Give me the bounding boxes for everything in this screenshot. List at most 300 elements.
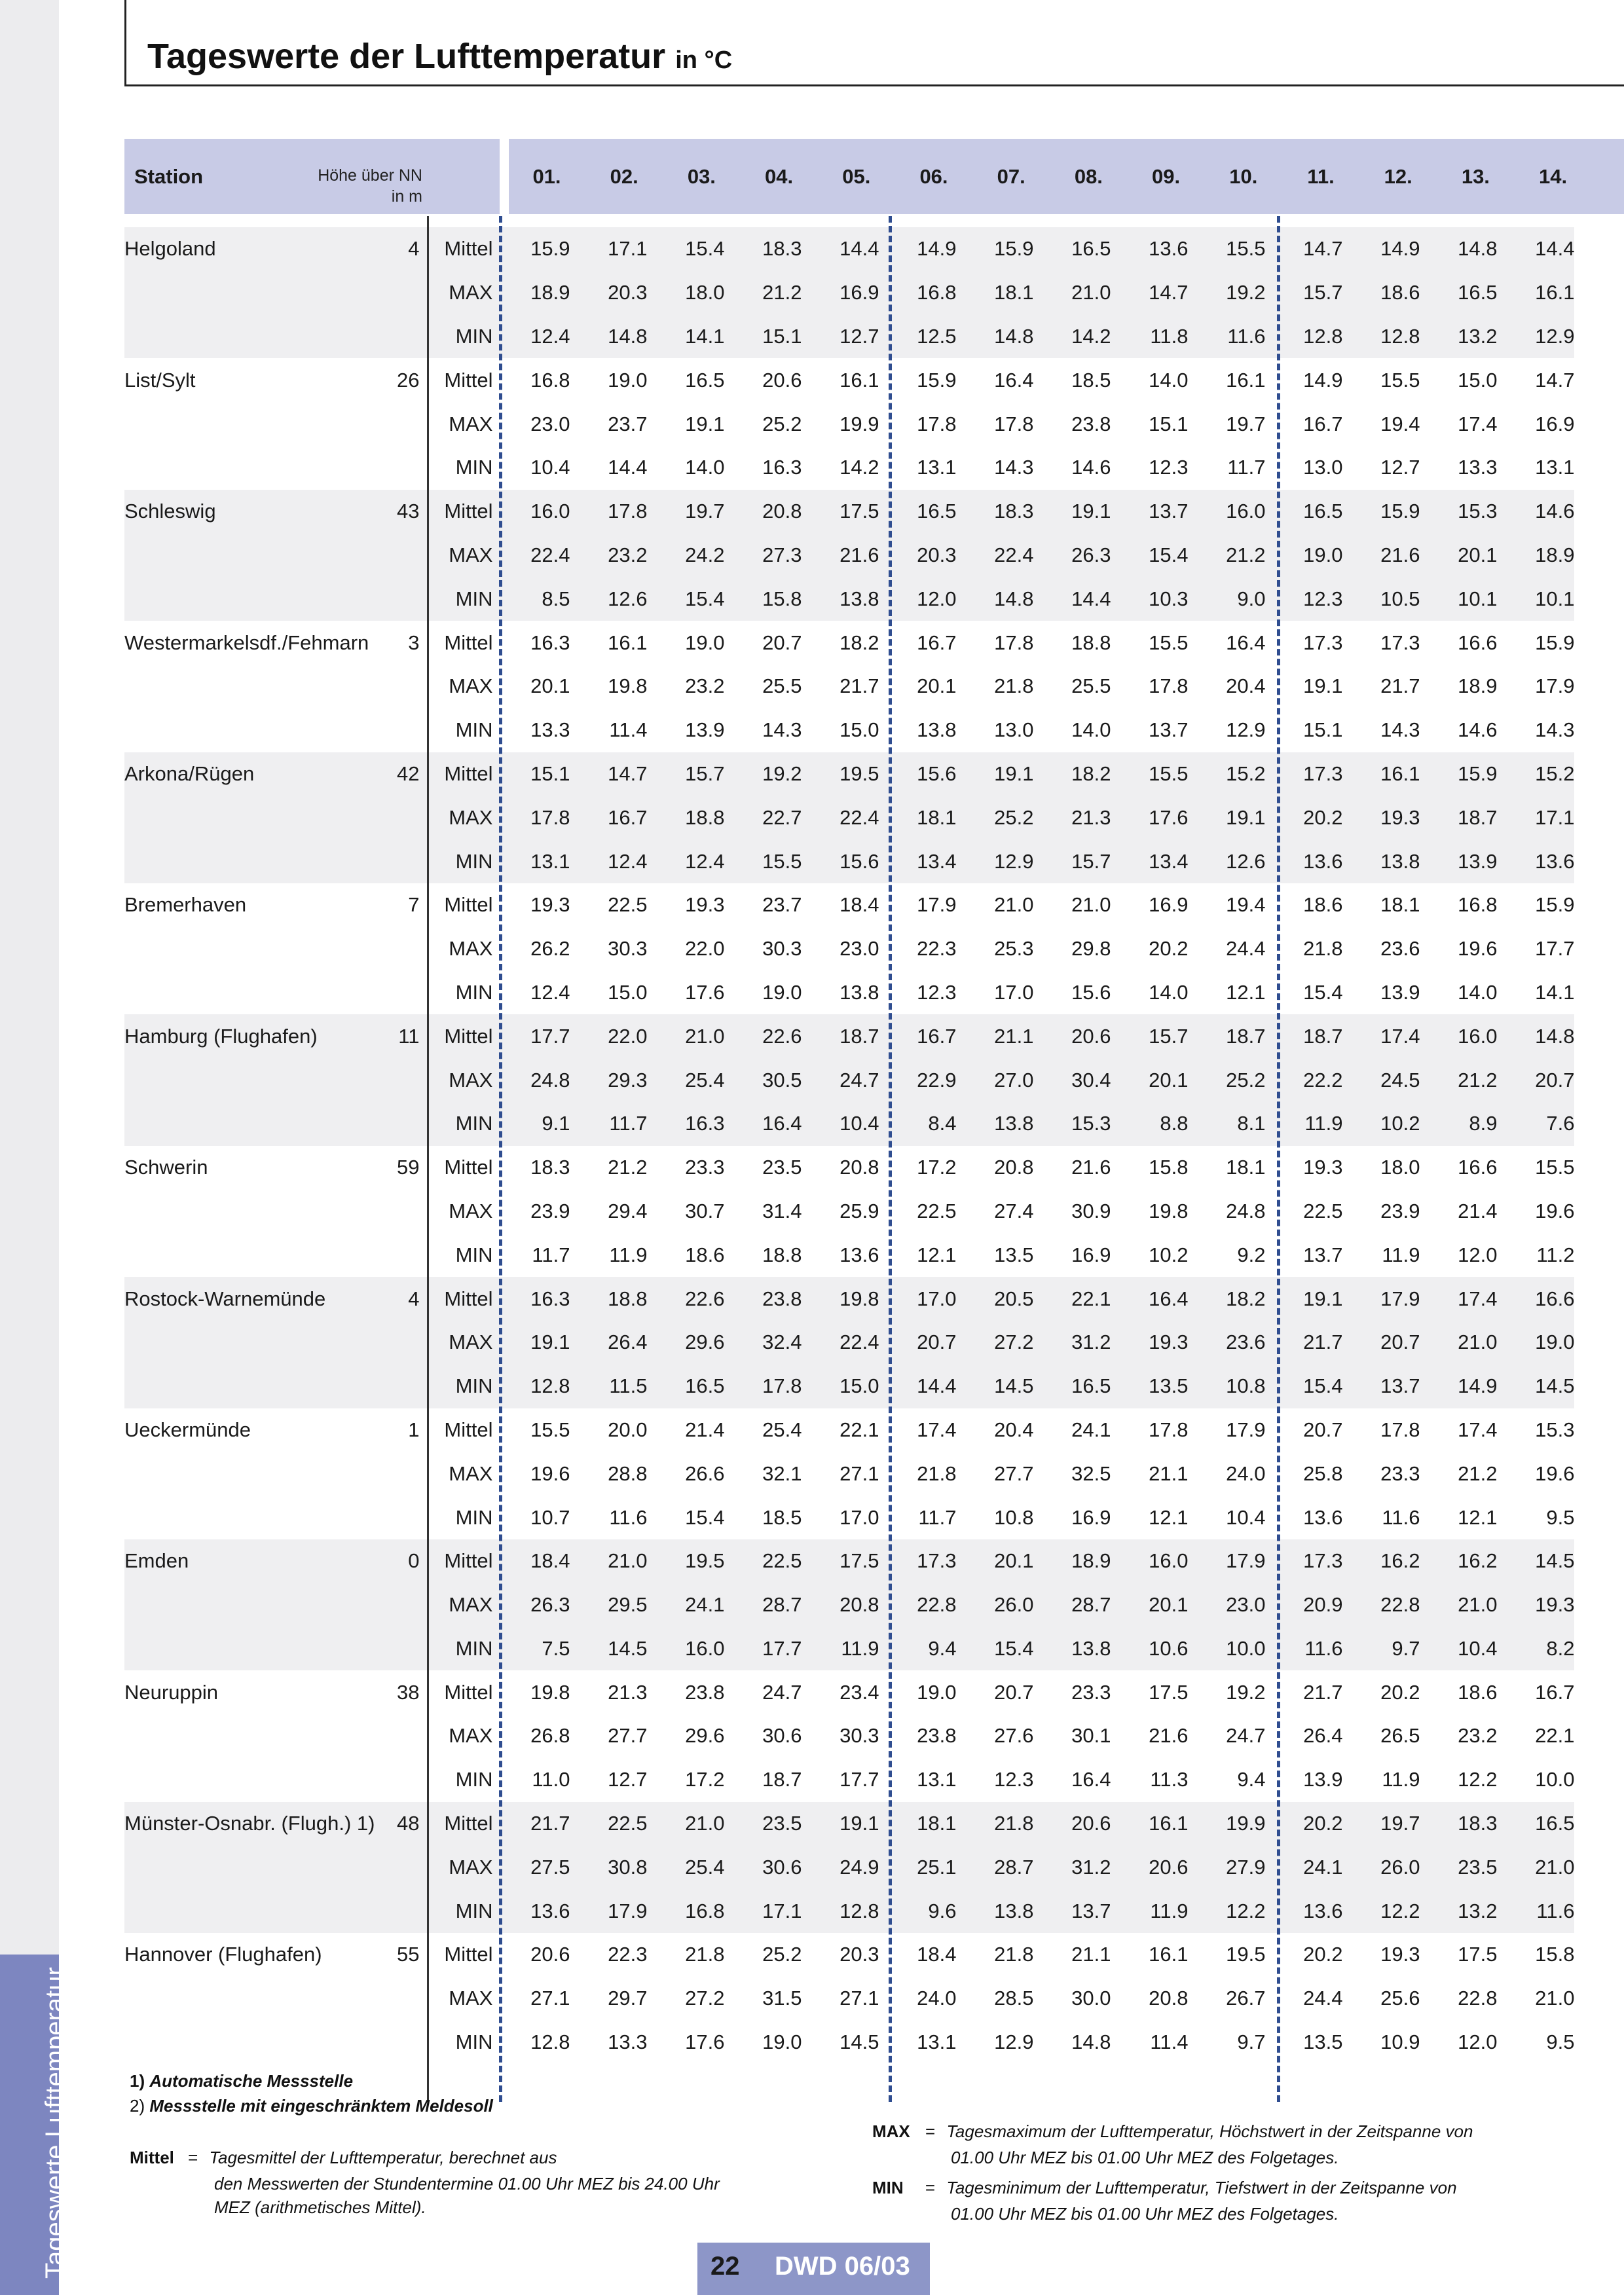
table-cell: 17.4	[1458, 412, 1498, 435]
table-cell: 18.7	[762, 1768, 802, 1791]
table-cell: 18.8	[647, 796, 724, 839]
table-cell: 16.1	[1111, 1802, 1188, 1846]
table-cell: 14.4	[802, 227, 879, 271]
table-cell: 15.5	[1188, 227, 1265, 271]
table-cell: 10.1	[1420, 577, 1497, 621]
legend-mittel	[130, 2148, 557, 2168]
table-cell: 31.2	[1033, 1321, 1111, 1365]
table-cell: 11.4	[1150, 2030, 1189, 2054]
table-cell: 16.0	[1420, 1014, 1497, 1058]
table-row	[124, 796, 1574, 839]
table-cell: 19.6	[1458, 937, 1498, 961]
table-cell: 27.0	[956, 1058, 1033, 1102]
table-cell: 30.9	[1071, 1199, 1111, 1222]
station-height	[375, 1977, 419, 2021]
table-cell: 12.4	[647, 839, 724, 883]
title-unit: in °C	[675, 46, 733, 74]
table-cell: 18.3	[724, 227, 802, 271]
table-cell: 30.3	[840, 1724, 879, 1748]
row-type: Mittel	[419, 1014, 492, 1058]
table-cell: 19.0	[608, 368, 648, 392]
table-row	[124, 752, 1574, 796]
station-height: 42	[375, 752, 419, 796]
table-cell: 18.5	[1071, 368, 1111, 392]
header-height	[268, 165, 422, 207]
table-row	[124, 708, 1574, 752]
table-cell: 9.5	[1546, 1505, 1575, 1529]
table-cell: 19.0	[685, 631, 725, 654]
table-cell: 30.6	[724, 1845, 802, 1889]
table-cell: 20.8	[802, 1583, 879, 1627]
table-cell: 21.2	[1420, 1058, 1497, 1102]
table-cell: 15.6	[802, 839, 879, 883]
table-cell: 22.7	[724, 796, 802, 839]
table-cell: 14.0	[1149, 368, 1189, 392]
header-height-line2: in m	[391, 187, 422, 206]
table-cell: 19.3	[1380, 1943, 1420, 1966]
table-cell: 17.2	[917, 1156, 957, 1179]
table-cell: 19.6	[530, 1461, 570, 1485]
table-cell: 18.1	[879, 1802, 956, 1846]
divider-dashed-1	[499, 216, 502, 2102]
table-cell: 26.0	[956, 1583, 1033, 1627]
table-cell: 15.8	[1535, 1943, 1575, 1966]
table-cell: 11.6	[1265, 1627, 1342, 1671]
table-cell: 15.0	[608, 980, 648, 1004]
table-cell: 14.8	[570, 315, 647, 359]
station-name	[124, 315, 375, 359]
table-cell: 20.6	[530, 1943, 570, 1966]
table-cell: 20.2	[1265, 1802, 1342, 1846]
table-cell: 16.5	[1033, 227, 1111, 271]
station-name: Westermarkelsdf./Fehmarn	[124, 631, 369, 654]
station-name	[124, 927, 375, 971]
table-cell: 18.7	[1265, 1014, 1342, 1058]
table-cell: 13.6	[492, 1889, 570, 1933]
table-cell: 19.8	[802, 1277, 879, 1321]
table-cell: 15.5	[1535, 1156, 1575, 1179]
table-cell: 13.3	[530, 718, 570, 742]
table-cell: 12.8	[492, 1365, 570, 1408]
table-cell: 22.8	[879, 1583, 956, 1627]
table-cell: 12.1	[917, 1243, 957, 1266]
header-day: 07.	[997, 165, 1025, 188]
table-cell: 27.5	[492, 1845, 570, 1889]
table-cell: 11.9	[1382, 1768, 1420, 1791]
table-cell: 10.8	[1188, 1365, 1265, 1408]
table-cell: 15.9	[492, 227, 570, 271]
table-cell: 16.0	[492, 490, 570, 534]
station-name	[124, 708, 375, 752]
table-cell: 17.8	[1380, 1418, 1420, 1441]
table-cell: 14.5	[1497, 1365, 1574, 1408]
table-cell: 14.2	[1033, 315, 1111, 359]
table-cell: 13.6	[1111, 227, 1188, 271]
table-cell: 18.6	[685, 1243, 725, 1266]
table-cell: 16.6	[1458, 1156, 1498, 1179]
table-cell: 19.0	[917, 1680, 957, 1704]
table-cell: 14.1	[1535, 980, 1575, 1004]
table-cell: 14.4	[608, 456, 648, 479]
table-row	[124, 1933, 1574, 1977]
table-cell: 16.5	[1033, 1365, 1111, 1408]
table-cell: 21.7	[840, 674, 879, 698]
header-day: 13.	[1461, 165, 1490, 188]
table-cell: 14.6	[1071, 456, 1111, 479]
table-row	[124, 971, 1574, 1015]
table-cell: 13.0	[1303, 456, 1343, 479]
table-cell: 17.9	[1188, 1539, 1265, 1583]
table-cell: 25.1	[879, 1845, 956, 1889]
row-type: Mittel	[419, 1802, 492, 1846]
table-row	[124, 402, 1574, 446]
table-cell: 16.6	[1458, 631, 1498, 654]
table-cell: 12.1	[1226, 980, 1266, 1004]
table-cell: 23.0	[530, 412, 570, 435]
table-cell: 11.7	[532, 1243, 570, 1266]
legend-max-key: MAX	[872, 2121, 910, 2141]
table-cell: 11.9	[1265, 1102, 1342, 1146]
table-cell: 12.5	[879, 315, 956, 359]
table-cell: 18.4	[917, 1943, 957, 1966]
table-cell: 28.8	[608, 1461, 648, 1485]
station-name: Emden	[124, 1539, 375, 1583]
table-cell: 17.0	[994, 980, 1034, 1004]
station-name	[124, 1321, 375, 1365]
table-row	[124, 490, 1574, 534]
table-cell: 15.7	[1033, 839, 1111, 883]
table-cell: 15.4	[647, 227, 724, 271]
table-cell: 15.4	[1303, 980, 1343, 1004]
table-cell: 21.7	[492, 1802, 570, 1846]
table-cell: 12.4	[492, 315, 570, 359]
table-cell: 11.7	[918, 1505, 957, 1529]
table-row	[124, 534, 1574, 578]
table-cell: 28.7	[724, 1583, 802, 1627]
legend-min-desc2	[951, 2204, 1339, 2224]
table-cell: 17.1	[570, 227, 647, 271]
table-cell: 21.8	[917, 1461, 957, 1485]
table-cell: 15.9	[1342, 490, 1420, 534]
table-cell: 14.3	[762, 718, 802, 742]
row-type: Mittel	[419, 1539, 492, 1583]
station-name	[124, 446, 375, 490]
row-type: Mittel	[444, 1680, 493, 1704]
table-cell: 10.3	[1111, 577, 1188, 621]
table-cell: 8.1	[1188, 1102, 1265, 1146]
sidebar-label: Tageswerte Lufttemperatur	[41, 1967, 69, 2279]
table-cell: 16.9	[1071, 1243, 1111, 1266]
table-cell: 27.2	[685, 1987, 725, 2010]
table-cell: 24.5	[1342, 1058, 1420, 1102]
station-height	[375, 839, 419, 883]
table-cell: 10.4	[1226, 1505, 1266, 1529]
table-cell: 9.7	[1342, 1627, 1420, 1671]
table-cell: 27.3	[724, 534, 802, 578]
table-cell: 16.5	[879, 490, 956, 534]
table-cell: 15.6	[879, 752, 956, 796]
station-height	[375, 1365, 419, 1408]
station-name	[124, 839, 375, 883]
table-cell: 12.8	[1342, 315, 1420, 359]
table-cell: 13.3	[608, 2030, 648, 2054]
table-cell: 19.5	[802, 752, 879, 796]
table-cell: 20.1	[956, 1539, 1033, 1583]
table-cell: 21.1	[1071, 1943, 1111, 1966]
table-cell: 21.4	[1458, 1199, 1498, 1222]
legend-min-desc1: Tiefstwert in der Zeitspanne von	[1214, 2178, 1457, 2197]
table-cell: 10.7	[530, 1505, 570, 1529]
table-row	[124, 1539, 1574, 1583]
table-cell: 14.7	[1265, 227, 1342, 271]
table-cell: 17.4	[917, 1418, 957, 1441]
table-cell: 17.9	[1226, 1418, 1266, 1441]
table-cell: 15.7	[1111, 1014, 1188, 1058]
table-cell: 13.1	[917, 2030, 957, 2054]
table-cell: 20.0	[608, 1418, 648, 1441]
table-cell: 14.2	[840, 456, 879, 479]
table-cell: 23.2	[685, 674, 725, 698]
row-type: MAX	[419, 1058, 492, 1102]
table-cell: 22.2	[1265, 1058, 1342, 1102]
table-cell: 13.8	[1342, 839, 1420, 883]
table-cell: 20.8	[1149, 1987, 1189, 2010]
table-cell: 12.3	[1265, 577, 1342, 621]
table-cell: 19.5	[1226, 1943, 1266, 1966]
divider-solid	[427, 216, 429, 2102]
table-cell: 23.9	[530, 1199, 570, 1222]
table-cell: 21.0	[647, 1802, 724, 1846]
station-name: Helgoland	[124, 227, 375, 271]
table-cell: 12.0	[1458, 1243, 1498, 1266]
table-row	[124, 1627, 1574, 1671]
table-cell: 23.8	[685, 1680, 725, 1704]
station-height	[375, 1758, 419, 1802]
table-cell: 23.7	[608, 412, 648, 435]
row-type: MAX	[449, 937, 493, 961]
table-cell: 22.5	[917, 1199, 957, 1222]
table-cell: 26.8	[530, 1724, 570, 1748]
table-cell: 14.8	[1420, 227, 1497, 271]
table-cell: 20.1	[1111, 1583, 1188, 1627]
table-cell: 22.1	[1535, 1724, 1575, 1748]
table-cell: 8.4	[879, 1102, 956, 1146]
table-cell: 13.2	[1420, 1889, 1497, 1933]
table-cell: 20.6	[1033, 1014, 1111, 1058]
table-cell: 8.2	[1497, 1627, 1574, 1671]
table-cell: 25.5	[762, 674, 802, 698]
table-cell: 23.3	[1071, 1680, 1111, 1704]
station-height: 38	[396, 1680, 420, 1704]
table-cell: 22.8	[1342, 1583, 1420, 1627]
footnote-2-num: 2)	[130, 2096, 145, 2116]
table-cell: 11.7	[570, 1102, 647, 1146]
table-cell: 20.4	[1226, 674, 1266, 698]
row-type: MIN	[419, 1627, 492, 1671]
table-cell: 19.2	[1188, 271, 1265, 315]
table-cell: 24.4	[1303, 1987, 1343, 2010]
table-cell: 12.4	[530, 980, 570, 1004]
table-cell: 17.8	[917, 412, 957, 435]
table-cell: 20.3	[570, 271, 647, 315]
table-cell: 30.0	[1071, 1987, 1111, 2010]
table-row	[124, 315, 1574, 359]
table-cell: 13.9	[685, 718, 725, 742]
table-cell: 21.0	[1420, 1321, 1497, 1365]
table-cell: 8.8	[1111, 1102, 1188, 1146]
table-cell: 19.6	[1535, 1199, 1575, 1222]
divider-dashed-2	[889, 216, 892, 2102]
table-cell: 21.4	[685, 1418, 725, 1441]
row-type: MAX	[419, 1845, 492, 1889]
table-cell: 12.0	[879, 577, 956, 621]
table-cell: 13.1	[1535, 456, 1575, 479]
table-cell: 18.0	[1380, 1156, 1420, 1179]
table-cell: 27.4	[994, 1199, 1034, 1222]
table-row	[124, 839, 1574, 883]
row-type: MIN	[455, 2030, 493, 2054]
table-cell: 25.3	[994, 937, 1034, 961]
row-type: MIN	[419, 839, 492, 883]
header-height-line1: Höhe über NN	[318, 166, 422, 185]
table-cell: 17.3	[1265, 1539, 1342, 1583]
table-cell: 14.7	[1535, 368, 1575, 392]
table-cell: 16.4	[724, 1102, 802, 1146]
table-cell: 25.4	[647, 1058, 724, 1102]
station-height: 26	[396, 368, 420, 392]
table-cell: 12.9	[1497, 315, 1574, 359]
table-cell: 15.5	[1111, 752, 1188, 796]
table-cell: 21.1	[1149, 1461, 1189, 1485]
table-cell: 17.5	[802, 1539, 879, 1583]
table-cell: 14.6	[1458, 718, 1498, 742]
table-cell: 11.8	[1111, 315, 1188, 359]
table-cell: 11.6	[1188, 315, 1265, 359]
table-cell: 20.4	[994, 1418, 1034, 1441]
station-name	[124, 1758, 375, 1802]
table-row	[124, 1496, 1574, 1539]
table-cell: 19.0	[1265, 534, 1342, 578]
table-cell: 17.8	[492, 796, 570, 839]
station-name	[124, 796, 375, 839]
table-cell: 26.2	[530, 937, 570, 961]
table-cell: 16.4	[1071, 1768, 1111, 1791]
row-type: MIN	[419, 1365, 492, 1408]
table-cell: 20.7	[762, 631, 802, 654]
table-cell: 12.3	[994, 1768, 1034, 1791]
table-cell: 14.8	[956, 315, 1033, 359]
table-cell: 17.0	[879, 1277, 956, 1321]
table-cell: 19.7	[647, 490, 724, 534]
table-cell: 23.5	[724, 1802, 802, 1846]
table-cell: 15.0	[1458, 368, 1498, 392]
table-cell: 24.8	[492, 1058, 570, 1102]
table-cell: 13.4	[879, 839, 956, 883]
table-cell: 20.6	[762, 368, 802, 392]
table-cell: 23.5	[1420, 1845, 1497, 1889]
table-cell: 21.8	[994, 1943, 1034, 1966]
table-cell: 16.1	[840, 368, 879, 392]
table-cell: 17.5	[802, 490, 879, 534]
row-type: MAX	[419, 1321, 492, 1365]
table-cell: 13.3	[1458, 456, 1498, 479]
table-cell: 22.9	[879, 1058, 956, 1102]
table-cell: 8.9	[1420, 1102, 1497, 1146]
table-cell: 19.8	[608, 674, 648, 698]
table-cell: 16.5	[1497, 1802, 1574, 1846]
row-type: MIN	[455, 1505, 493, 1529]
table-cell: 14.8	[956, 577, 1033, 621]
table-cell: 18.1	[1226, 1156, 1266, 1179]
station-height: 4	[375, 227, 419, 271]
station-height	[375, 1058, 419, 1102]
table-cell: 13.6	[1265, 1889, 1342, 1933]
divider-dashed-3	[1277, 216, 1280, 2102]
table-cell: 24.4	[1226, 937, 1266, 961]
table-cell: 23.0	[1188, 1583, 1265, 1627]
table-cell: 17.0	[840, 1505, 879, 1529]
table-cell: 19.1	[956, 752, 1033, 796]
table-cell: 21.8	[994, 674, 1034, 698]
table-cell: 17.7	[724, 1627, 802, 1671]
table-cell: 13.7	[1033, 1889, 1111, 1933]
table-cell: 15.5	[724, 839, 802, 883]
table-cell: 17.5	[1458, 1943, 1498, 1966]
table-cell: 23.8	[1071, 412, 1111, 435]
table-cell: 16.0	[647, 1627, 724, 1671]
table-cell: 7.6	[1497, 1102, 1574, 1146]
table-cell: 20.8	[840, 1156, 879, 1179]
legend-mittel-desc3	[214, 2197, 426, 2218]
table-cell: 19.3	[1497, 1583, 1574, 1627]
table-row	[124, 1670, 1574, 1714]
table-cell: 11.0	[532, 1768, 570, 1791]
table-cell: 12.6	[1188, 839, 1265, 883]
legend-max-desc2	[951, 2148, 1339, 2168]
table-cell: 29.7	[608, 1987, 648, 2010]
footnote-2-text: Messstelle mit eingeschränktem Meldesoll	[149, 2096, 493, 2116]
table-cell: 19.8	[1149, 1199, 1189, 1222]
table-cell: 12.6	[570, 577, 647, 621]
table-cell: 17.7	[840, 1768, 879, 1791]
table-cell: 16.9	[802, 271, 879, 315]
table-cell: 14.5	[956, 1365, 1033, 1408]
table-cell: 22.5	[1303, 1199, 1343, 1222]
table-cell: 17.7	[1535, 937, 1575, 961]
table-cell: 13.8	[917, 718, 957, 742]
table-cell: 24.1	[1071, 1418, 1111, 1441]
table-cell: 14.1	[647, 315, 724, 359]
table-cell: 13.7	[1149, 718, 1189, 742]
table-cell: 13.7	[1342, 1365, 1420, 1408]
table-cell: 16.3	[530, 631, 570, 654]
header-day: 12.	[1384, 165, 1412, 188]
row-type: MAX	[419, 534, 492, 578]
station-name	[124, 577, 375, 621]
table-cell: 17.8	[1149, 674, 1189, 698]
table-cell: 18.2	[840, 631, 879, 654]
table-cell: 22.5	[608, 893, 648, 917]
station-height	[375, 1627, 419, 1671]
station-name	[124, 971, 375, 1015]
station-name	[124, 1058, 375, 1102]
table-cell: 25.9	[840, 1199, 879, 1222]
station-height	[375, 1496, 419, 1539]
table-cell: 30.8	[570, 1845, 647, 1889]
station-height	[375, 1889, 419, 1933]
table-cell: 19.8	[530, 1680, 570, 1704]
table-cell: 20.7	[1342, 1321, 1420, 1365]
